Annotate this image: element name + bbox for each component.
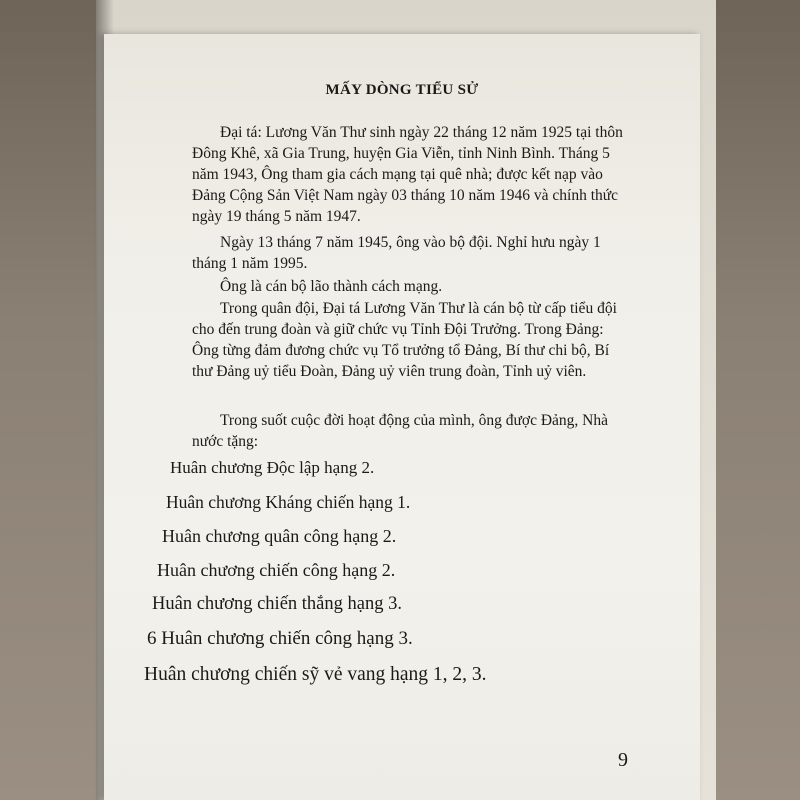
award-item: Huân chương quân công hạng 2. bbox=[162, 526, 397, 546]
paragraph-positions: Trong quân đội, Đại tá Lương Văn Thư là cán bộ từ cấp tiểu đội cho đến trung đoàn và giữ chức vụ Tỉnh Đội Trưởng. Trong Đảng: Ông từng đảm đương chức vụ Tổ trưởng tổ Đảng, Bí thư chi bộ, Bí thư Đảng uỷ tiểu Đoàn, Đảng uỷ viên trung đoàn, Tỉnh uỷ viên. bbox=[192, 300, 617, 380]
award-item: Huân chương Kháng chiến hạng 1. bbox=[166, 492, 411, 512]
award-item: 6 Huân chương chiến công hạng 3. bbox=[147, 628, 413, 649]
page-title: MẤY DÒNG TIỂU SỬ bbox=[325, 82, 479, 98]
award-item: Huân chương chiến sỹ vẻ vang hạng 1, 2, 3. bbox=[144, 664, 487, 685]
award-item: Huân chương Độc lập hạng 2. bbox=[170, 458, 375, 477]
paragraph-military-service: Ngày 13 tháng 7 năm 1945, ông vào bộ đội. Nghỉ hưu ngày 1 tháng 1 năm 1995. bbox=[192, 234, 601, 272]
book-page bbox=[104, 34, 700, 800]
award-item: Huân chương chiến thắng hạng 3. bbox=[152, 594, 402, 614]
paragraph-awards-intro: Trong suốt cuộc đời hoạt động của mình, ông được Đảng, Nhà nước tặng: bbox=[192, 412, 608, 450]
paragraph-birth: Đại tá: Lương Văn Thư sinh ngày 22 tháng 12 năm 1925 tại thôn Đông Khê, xã Gia Trung, huyện Gia Viễn, tỉnh Ninh Bình. Tháng 5 năm 1943, Ông tham gia cách mạng tại quê nhà; được kết nạp vào Đảng Cộng Sản Việt Nam ngày 03 tháng 10 năm 1946 và chính thức ngày 19 tháng 5 năm 1947. bbox=[192, 124, 623, 225]
paragraph-veteran: Ông là cán bộ lão thành cách mạng. bbox=[220, 278, 443, 295]
award-item: Huân chương chiến công hạng 2. bbox=[157, 560, 396, 580]
page-number: 9 bbox=[618, 749, 628, 771]
